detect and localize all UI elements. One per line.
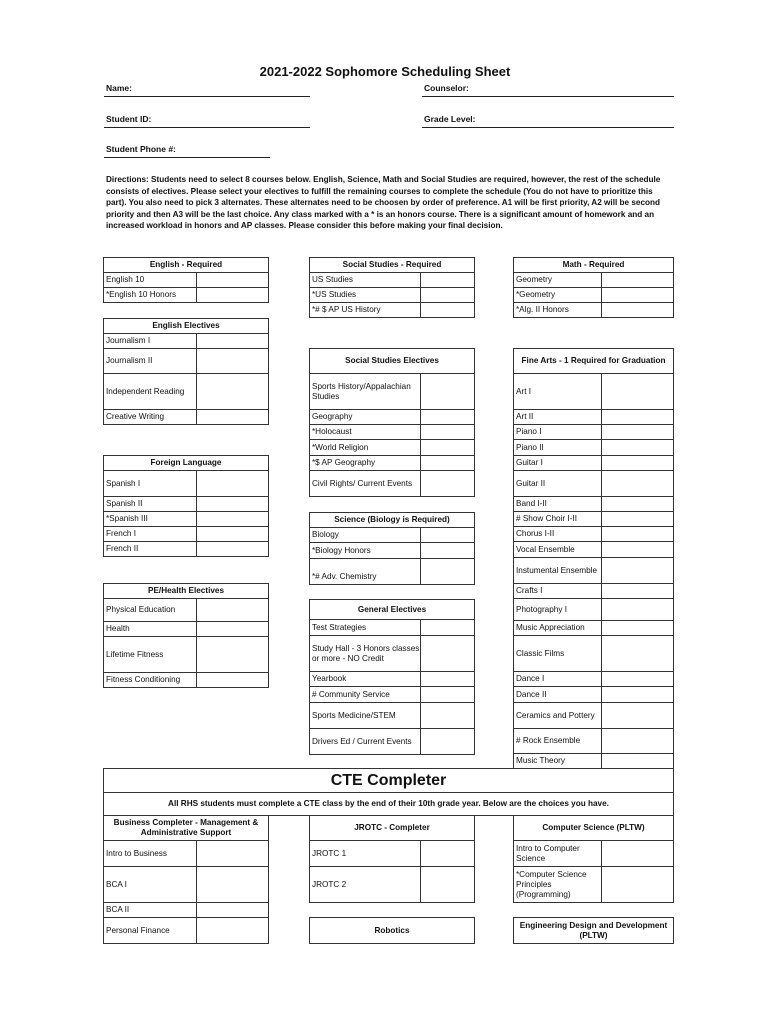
business-header: Business Completer - Management & Administrative Support bbox=[103, 815, 269, 841]
choice-box[interactable] bbox=[196, 840, 269, 867]
course-chorus: Chorus I-II bbox=[513, 526, 602, 542]
choice-box[interactable] bbox=[196, 526, 269, 542]
choice-box[interactable] bbox=[420, 728, 475, 755]
choice-box[interactable] bbox=[420, 470, 475, 497]
choice-box[interactable] bbox=[196, 470, 269, 497]
course-dance-1: Dance I bbox=[513, 671, 602, 687]
course-journalism-2: Journalism II bbox=[103, 348, 197, 374]
course-french-1: French I bbox=[103, 526, 197, 542]
course-vocal-ensemble: Vocal Ensemble bbox=[513, 541, 602, 558]
choice-box[interactable] bbox=[601, 287, 674, 303]
course-community-service: # Community Service bbox=[309, 686, 421, 703]
course-piano-2: Piano II bbox=[513, 439, 602, 456]
course-sports-history: Sports History/Appalachian Studies bbox=[309, 373, 421, 410]
course-dance-2: Dance II bbox=[513, 686, 602, 703]
course-creative-writing: Creative Writing bbox=[103, 409, 197, 425]
phone-field[interactable] bbox=[104, 157, 270, 158]
computer-science-header: Computer Science (PLTW) bbox=[513, 815, 674, 841]
choice-box[interactable] bbox=[420, 455, 475, 471]
course-us-studies: US Studies bbox=[309, 272, 421, 288]
course-adv-chemistry: *# Adv. Chemistry bbox=[309, 558, 421, 585]
choice-box[interactable] bbox=[420, 702, 475, 729]
course-geometry: Geometry bbox=[513, 272, 602, 288]
math-required-header: Math - Required bbox=[513, 257, 674, 273]
science-header: Science (Biology is Required) bbox=[309, 512, 475, 528]
choice-box[interactable] bbox=[601, 702, 674, 729]
name-field[interactable] bbox=[104, 96, 310, 97]
choice-box[interactable] bbox=[601, 373, 674, 410]
choice-box[interactable] bbox=[196, 541, 269, 557]
choice-box[interactable] bbox=[601, 866, 674, 903]
choice-box[interactable] bbox=[601, 272, 674, 288]
counselor-label: Counselor: bbox=[424, 83, 469, 93]
choice-box[interactable] bbox=[196, 902, 269, 918]
choice-box[interactable] bbox=[601, 620, 674, 636]
choice-box[interactable] bbox=[420, 302, 475, 318]
course-jrotc-2: JROTC 2 bbox=[309, 866, 421, 903]
course-journalism-1: Journalism I bbox=[103, 333, 197, 349]
choice-box[interactable] bbox=[601, 424, 674, 440]
choice-box[interactable] bbox=[420, 635, 475, 672]
choice-box[interactable] bbox=[601, 598, 674, 621]
course-guitar-1: Guitar I bbox=[513, 455, 602, 471]
course-alg-2-honors: *Alg. II Honors bbox=[513, 302, 602, 318]
course-bca-2: BCA II bbox=[103, 902, 197, 918]
choice-box[interactable] bbox=[601, 671, 674, 687]
course-study-hall: Study Hall - 3 Honors classes or more - NO Credit bbox=[309, 635, 421, 672]
jrotc-header: JROTC - Completer bbox=[309, 815, 475, 841]
course-music-appreciation: Music Appreciation bbox=[513, 620, 602, 636]
choice-box[interactable] bbox=[601, 635, 674, 672]
course-instrumental-ensemble: Instumental Ensemble bbox=[513, 557, 602, 584]
choice-box[interactable] bbox=[196, 409, 269, 425]
choice-box[interactable] bbox=[196, 287, 269, 303]
english-required-header: English - Required bbox=[103, 257, 269, 273]
course-ap-us-history: *# $ AP US History bbox=[309, 302, 421, 318]
choice-box[interactable] bbox=[196, 511, 269, 527]
course-independent-reading: Independent Reading bbox=[103, 373, 197, 410]
course-crafts-1: Crafts I bbox=[513, 583, 602, 599]
course-english-10: English 10 bbox=[103, 272, 197, 288]
choice-box[interactable] bbox=[196, 866, 269, 903]
course-bca-1: BCA I bbox=[103, 866, 197, 903]
social-required-header: Social Studies - Required bbox=[309, 257, 475, 273]
choice-box[interactable] bbox=[601, 840, 674, 867]
course-geography: Geography bbox=[309, 409, 421, 425]
course-biology-honors: *Biology Honors bbox=[309, 542, 421, 559]
choice-box[interactable] bbox=[601, 470, 674, 497]
choice-box[interactable] bbox=[196, 272, 269, 288]
course-show-choir: # Show Choir I-II bbox=[513, 511, 602, 527]
grade-level-label: Grade Level: bbox=[424, 114, 476, 124]
course-band: Band I-II bbox=[513, 496, 602, 512]
course-guitar-2: Guitar II bbox=[513, 470, 602, 497]
course-photography-1: Photography I bbox=[513, 598, 602, 621]
phone-label: Student Phone #: bbox=[106, 144, 176, 154]
course-music-theory: Music Theory bbox=[513, 753, 602, 769]
choice-box[interactable] bbox=[601, 541, 674, 558]
general-electives-header: General Electives bbox=[309, 599, 475, 620]
choice-box[interactable] bbox=[196, 672, 269, 688]
course-fitness-conditioning: Fitness Conditioning bbox=[103, 672, 197, 688]
choice-box[interactable] bbox=[601, 753, 674, 769]
choice-box[interactable] bbox=[196, 621, 269, 637]
course-piano-1: Piano I bbox=[513, 424, 602, 440]
course-yearbook: Yearbook bbox=[309, 671, 421, 687]
choice-box[interactable] bbox=[601, 686, 674, 703]
course-physical-education: Physical Education bbox=[103, 598, 197, 622]
choice-box[interactable] bbox=[601, 511, 674, 527]
counselor-field[interactable] bbox=[422, 96, 674, 97]
course-sports-medicine: Sports Medicine/STEM bbox=[309, 702, 421, 729]
course-us-studies-honors: *US Studies bbox=[309, 287, 421, 303]
choice-box[interactable] bbox=[196, 333, 269, 349]
course-test-strategies: Test Strategies bbox=[309, 619, 421, 636]
choice-box[interactable] bbox=[420, 439, 475, 456]
course-geometry-honors: *Geometry bbox=[513, 287, 602, 303]
choice-box[interactable] bbox=[420, 558, 475, 585]
fine-arts-header: Fine Arts - 1 Required for Graduation bbox=[513, 348, 674, 374]
student-id-label: Student ID: bbox=[106, 114, 152, 124]
course-rock-ensemble: # Rock Ensemble bbox=[513, 728, 602, 754]
pe-health-header: PE/Health Electives bbox=[103, 583, 269, 599]
social-electives-header: Social Studies Electives bbox=[309, 348, 475, 374]
course-lifetime-fitness: Lifetime Fitness bbox=[103, 636, 197, 673]
cte-title: CTE Completer bbox=[103, 768, 674, 793]
course-intro-business: Intro to Business bbox=[103, 840, 197, 867]
course-ap-geography: *$ AP Geography bbox=[309, 455, 421, 471]
course-art-2: Art II bbox=[513, 409, 602, 425]
choice-box[interactable] bbox=[420, 409, 475, 425]
course-spanish-2: Spanish II bbox=[103, 496, 197, 512]
choice-box[interactable] bbox=[601, 496, 674, 512]
course-jrotc-1: JROTC 1 bbox=[309, 840, 421, 867]
choice-box[interactable] bbox=[196, 598, 269, 622]
choice-box[interactable] bbox=[196, 348, 269, 374]
choice-box[interactable] bbox=[601, 557, 674, 584]
course-english-10-honors: *English 10 Honors bbox=[103, 287, 197, 303]
directions-text: Directions: Students need to select 8 courses below. English, Science, Math and Social Studies are required, however, the rest of the schedule consists of electives. Please select your electives to fulfill the remaining courses to complete the schedule (You do not have to prioritize this part). You also need to pick 3 alternates. These alternates need to be choosen by order of preference. A1 will be first priority, A2 will be second priority and then A3 will be the last choice. Any class marked with a * is an honors course. There is a significant amount of homework and an increased workload in honors and AP classes. Please consider this before making your final decision. bbox=[106, 175, 661, 230]
course-art-1: Art I bbox=[513, 373, 602, 410]
course-french-2: French II bbox=[103, 541, 197, 557]
course-intro-cs: Intro to Computer Science bbox=[513, 840, 602, 867]
choice-box[interactable] bbox=[420, 686, 475, 703]
choice-box[interactable] bbox=[601, 455, 674, 471]
choice-box[interactable] bbox=[420, 424, 475, 440]
choice-box[interactable] bbox=[420, 840, 475, 867]
course-personal-finance: Personal Finance bbox=[103, 917, 197, 944]
course-spanish-3: *Spanish III bbox=[103, 511, 197, 527]
choice-box[interactable] bbox=[601, 302, 674, 318]
choice-box[interactable] bbox=[420, 619, 475, 636]
grade-level-field[interactable] bbox=[422, 127, 674, 128]
choice-box[interactable] bbox=[420, 527, 475, 543]
student-id-field[interactable] bbox=[104, 127, 310, 128]
choice-box[interactable] bbox=[196, 636, 269, 673]
choice-box[interactable] bbox=[196, 373, 269, 410]
course-spanish-1: Spanish I bbox=[103, 470, 197, 497]
course-classic-films: Classic Films bbox=[513, 635, 602, 672]
robotics-header: Robotics bbox=[309, 917, 475, 944]
choice-box[interactable] bbox=[420, 272, 475, 288]
choice-box[interactable] bbox=[420, 671, 475, 687]
cte-note: All RHS students must complete a CTE class by the end of their 10th grade year. Below are the choices you have. bbox=[103, 792, 674, 816]
engineering-header: Engineering Design and Development (PLTW) bbox=[513, 917, 674, 944]
choice-box[interactable] bbox=[601, 728, 674, 754]
course-ceramics: Ceramics and Pottery bbox=[513, 702, 602, 729]
foreign-language-header: Foreign Language bbox=[103, 455, 269, 471]
course-holocaust: *Holocaust bbox=[309, 424, 421, 440]
choice-box[interactable] bbox=[601, 583, 674, 599]
english-electives-header: English Electives bbox=[103, 318, 269, 334]
course-cs-principles: *Computer Science Principles (Programming) bbox=[513, 866, 602, 903]
choice-box[interactable] bbox=[420, 287, 475, 303]
choice-box[interactable] bbox=[601, 409, 674, 425]
choice-box[interactable] bbox=[601, 439, 674, 456]
course-health: Health bbox=[103, 621, 197, 637]
choice-box[interactable] bbox=[420, 542, 475, 559]
course-biology: Biology bbox=[309, 527, 421, 543]
page-title: 2021-2022 Sophomore Scheduling Sheet bbox=[259, 64, 511, 79]
choice-box[interactable] bbox=[420, 866, 475, 903]
course-civil-rights: Civil Rights/ Current Events bbox=[309, 470, 421, 497]
course-drivers-ed: Drivers Ed / Current Events bbox=[309, 728, 421, 755]
choice-box[interactable] bbox=[196, 917, 269, 944]
choice-box[interactable] bbox=[196, 496, 269, 512]
choice-box[interactable] bbox=[420, 373, 475, 410]
choice-box[interactable] bbox=[601, 526, 674, 542]
course-world-religion: *World Religion bbox=[309, 439, 421, 456]
name-label: Name: bbox=[106, 83, 132, 93]
